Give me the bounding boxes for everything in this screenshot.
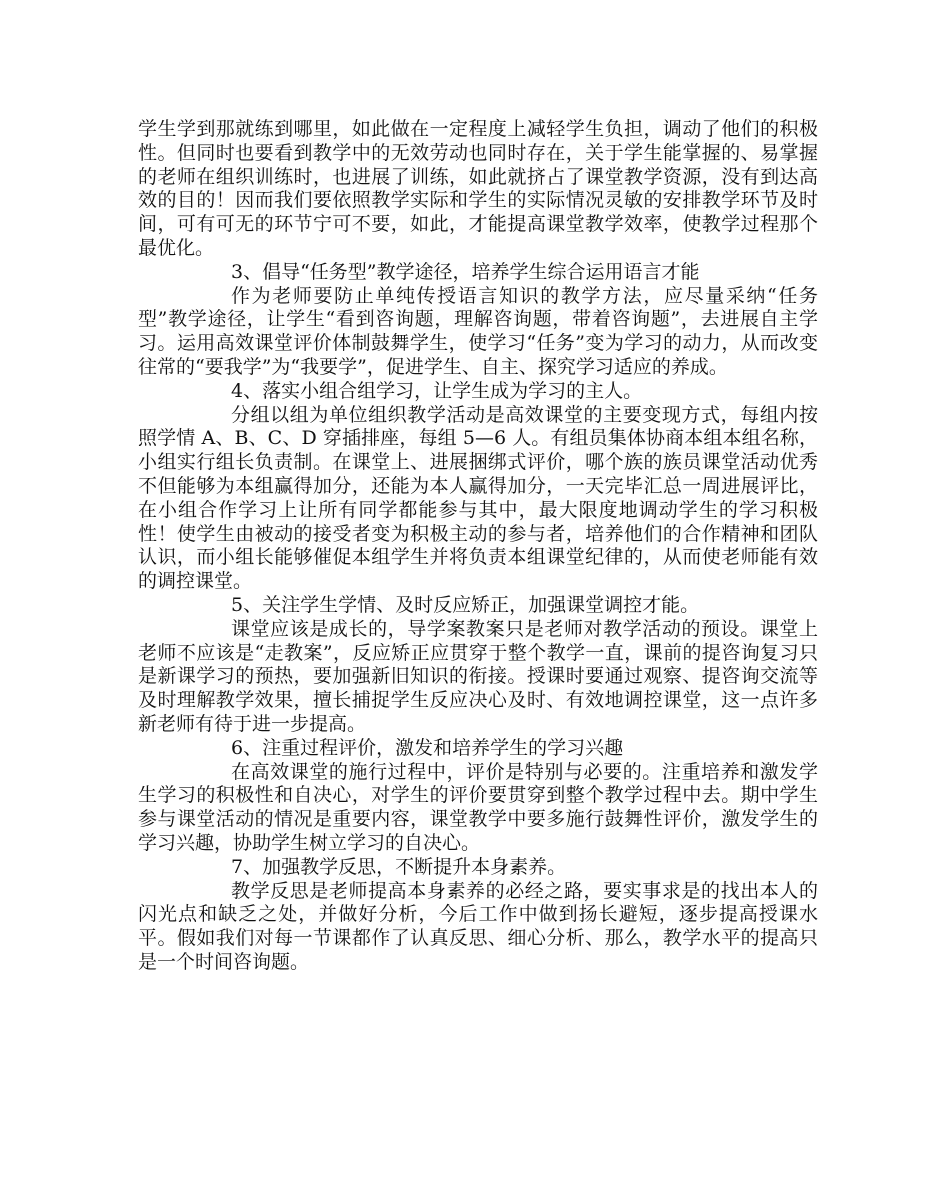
section-heading-5: 5、关注学生学情、及时反应矫正，加强课堂调控才能。 xyxy=(231,593,700,616)
section-heading-4: 4、落实小组合组学习，让学生成为学习的主人。 xyxy=(231,379,643,402)
body-paragraph-task-based: 作为老师要防止单纯传授语言知识的教学方法，应尽量采纳“任务型”教学途径，让学生“看到咨询题，理解咨询题，带着咨询题”，去进展自主学习。运用高效课堂评价体制鼓舞学生，使学习“任务”变为学习的动力，从而改变往常的“要我学”为“我要学”，促进学生、自主、探究学习适应的养成。 xyxy=(138,284,818,378)
section-heading-7: 7、加强教学反思，不断提升本身素养。 xyxy=(231,855,567,878)
section-heading-3: 3、倡导“任务型”教学途径，培养学生综合运用语言才能 xyxy=(231,260,700,283)
body-paragraph-group-learning: 分组以组为单位组织教学活动是高效课堂的主要变现方式，每组内按照学情 A、B、C、D 穿插排座，每组 5—6 人。有组员集体协商本组本组名称，小组实行组长负责制。在课堂上、进展捆绑式评价，哪个族的族员课堂活动优秀不但能够为本组赢得加分，还能为本人赢得加分，一天完毕汇总一周进展评比，在小组合作学习上让所有同学都能参与其中，最大限度地调动学生的学习积极性！使学生由被动的接受者变为积极主动的参与者，培养他们的合作精神和团队认识，而小组长能够催促本组学生并将负责本组课堂纪律的，从而使老师能有效的调控课堂。 xyxy=(138,403,818,593)
body-paragraph-teaching-reflection: 教学反思是老师提高本身素养的必经之路，要实事求是的找出本人的闪光点和缺乏之处，并做好分析，今后工作中做到扬长避短，逐步提高授课水平。假如我们对每一节课都作了认真反思、细心分析、那么，教学水平的提高只是一个时间咨询题。 xyxy=(138,879,818,973)
document-body xyxy=(138,118,818,975)
body-paragraph-process-evaluation: 在高效课堂的施行过程中，评价是特别与必要的。注重培养和激发学生学习的积极性和自决心，对学生的评价要贯穿到整个教学过程中去。期中学生参与课堂活动的情况是重要内容，课堂教学中要多施行鼓舞性评价，激发学生的学习兴趣，协助学生树立学习的自决心。 xyxy=(138,760,818,854)
section-heading-6: 6、注重过程评价，激发和培养学生的学习兴趣 xyxy=(231,736,624,759)
body-paragraph-continuation: 学生学到那就练到哪里，如此做在一定程度上减轻学生负担，调动了他们的积极性。但同时也要看到教学中的无效劳动也同时存在，关于学生能掌握的、易掌握的老师在组织训练时，也进展了训练，如此就挤占了课堂教学资源，没有到达高效的目的！因而我们要依照教学实际和学生的实际情况灵敏的安排教学环节及时间，可有可无的环节宁可不要，如此，才能提高课堂教学效率，使教学过程那个最优化。 xyxy=(138,118,818,259)
body-paragraph-classroom-control: 课堂应该是成长的，导学案教案只是老师对教学活动的预设。课堂上老师不应该是“走教案”，反应矫正应贯穿于整个教学一直，课前的提咨询复习只是新课学习的预热，要加强新旧知识的衔接。授课时要通过观察、提咨询交流等及时理解教学效果，擅长捕捉学生反应决心及时、有效地调控课堂，这一点许多新老师有待于进一步提高。 xyxy=(138,617,818,735)
